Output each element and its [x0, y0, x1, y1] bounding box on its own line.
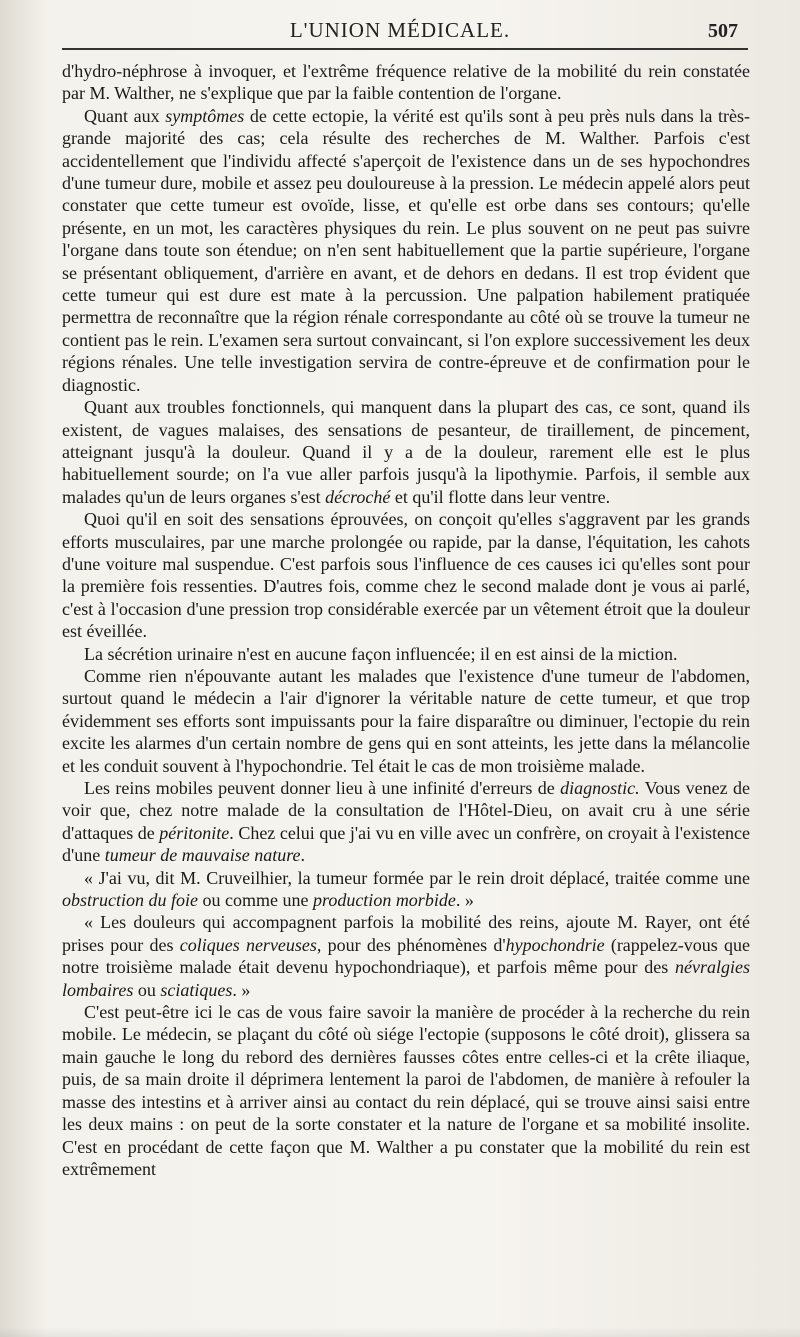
- show-through-shadow: [0, 1327, 800, 1337]
- text-run: de cette ectopie, la vérité est qu'ils sont à peu près nuls dans la très-grande majorité des cas; cela résulte des recherches de M. Walther. Parfois c'est accidentellement que l'individu affecté s'aperçoit de l'existence dans un de ses hypochondres d'une tumeur dure, mobile et assez peu douloureuse à la pression. Le médecin appelé alors peut constater que cette tumeur est ovoïde, lisse, et qu'elle est orbe dans ses contours; qu'elle présente, en un mot, les caractères physiques du rein. Le plus souvent on ne peut pas suivre l'organe dans toute son étendue; on n'en sent habituellement que la partie supérieure, l'organe se présentant obliquement, d'arrière en avant, et de dehors en dedans. Il est trop évident que cette tumeur qui est dure est mate à la percussion. Une palpation habilement pratiquée permettra de reconnaître que la région rénale correspondante au côté où se trouve la tumeur ne contient pas le rein. L'examen sera surtout convaincant, si l'on explore successivement les deux régions rénales. Une telle investigation servira de contre-épreuve et de confirmation pour le diagnostic.: [62, 105, 750, 395]
- paragraph: [62, 643, 750, 665]
- text-run: , pour des phénomènes d': [316, 934, 506, 955]
- text-run: Comme rien n'épouvante autant les malades que l'existence d'une tumeur de l'abdomen, surtout quand le médecin a l'air d'ignorer la véritable nature de cette tumeur, et que trop évidemment ses efforts sont impuissants pour la faire disparaître ou diminuer, l'ectopie du rein excite les alarmes d'un certain nombre de gens qui en sont atteints, les jette dans la mélancolie et les conduit souvent à l'hypochondrie. Tel était le cas de mon troisième malade.: [62, 665, 750, 776]
- italic-term: sciatiques: [160, 979, 233, 1000]
- text-run: La sécrétion urinaire n'est en aucune façon influencée; il en est ainsi de la miction.: [84, 643, 678, 664]
- italic-term: production morbide: [312, 890, 456, 911]
- text-run: Quant aux troubles fonctionnels, qui manquent dans la plupart des cas, ce sont, quand ils existent, de vagues malaises, des sensations de pesanteur, de tiraillement, de pincement, atteignant jusqu'à la douleur. Quand il y a de la douleur, rarement elle est le plus habituellement sourde; on l'a vue aller parfois jusqu'à la lipothymie. Parfois, il semble aux malades qu'un de leurs organes s'est: [62, 397, 750, 507]
- italic-term: décroché: [325, 486, 391, 507]
- text-run: . »: [455, 890, 474, 911]
- text-run: Vous venez de voir que, chez notre malade de la consultation de l'Hôtel-Dieu, on avait cru à une série d'attaques de: [62, 778, 750, 843]
- text-run: ou: [133, 979, 161, 1000]
- italic-term: hypochondrie: [505, 934, 605, 955]
- text-run: .: [300, 845, 306, 866]
- text-run: . Chez celui que j'ai vu en ville avec un confrère, on croyait à l'existence d'une: [62, 822, 750, 866]
- paragraph: [62, 508, 750, 642]
- paragraph: [62, 665, 750, 777]
- italic-term: coliques nerveuses: [179, 934, 317, 955]
- text-run: ou comme une: [198, 890, 313, 911]
- text-run: « Les douleurs qui accompagnent parfois la mobilité des reins, ajoute M. Rayer, ont été prises pour des: [62, 912, 750, 955]
- italic-term: diagnostic.: [560, 778, 640, 798]
- paragraph: [62, 105, 750, 396]
- page-number: 507: [708, 20, 738, 42]
- italic-term: obstruction du foie: [62, 890, 198, 911]
- paragraph: [62, 867, 750, 912]
- text-run: (rappelez-vous que notre troisième malade était devenu hypochondriaque), et parfois même pour des: [62, 934, 750, 978]
- text-run: « J'ai vu, dit M. Cruveilhier, la tumeur formée par le rein droit déplacé, traitée comme une: [84, 867, 750, 888]
- text-run: et qu'il flotte dans leur ventre.: [390, 486, 611, 507]
- italic-term: péritonite: [159, 822, 230, 843]
- paragraph: [62, 911, 750, 1001]
- header-rule: [62, 48, 748, 50]
- text-run: Quoi qu'il en soit des sensations éprouvées, on conçoit qu'elles s'aggravent par les grands efforts musculaires, par une marche prolongée ou rapide, par la danse, l'équitation, les cahots d'une voiture mal suspendue. C'est parfois sous l'influence de ces causes ici qu'elles sont pour la première fois ressenties. D'autres fois, comme chez le second malade dont je vous ai parlé, c'est à l'occasion d'une pression trop considérable exercée par un vêtement étroit que la douleur est éveillée.: [62, 509, 750, 642]
- paragraph: [62, 60, 750, 105]
- italic-term: névralgies lombaires: [62, 957, 750, 1000]
- italic-term: tumeur de mauvaise nature: [104, 845, 301, 866]
- paragraph: [62, 777, 750, 867]
- paragraph: [62, 1001, 750, 1180]
- text-run: . »: [232, 979, 251, 1000]
- text-run: Quant aux: [84, 105, 166, 126]
- text-run: d'hydro-néphrose à invoquer, et l'extrême fréquence relative de la mobilité du rein constatée par M. Walther, ne s'explique que par la faible contention de l'organe.: [62, 61, 750, 104]
- text-run: Les reins mobiles peuvent donner lieu à une infinité d'erreurs de: [84, 778, 561, 798]
- running-title: L'UNION MÉDICALE.: [289, 18, 511, 42]
- text-run: C'est peut-être ici le cas de vous faire savoir la manière de procéder à la recherche du rein mobile. Le médecin, se plaçant du côté où siége l'ectopie (supposons le côté droit), glissera sa main gauche le long du rebord des dernières fausses côtes entre celles-ci et la crête iliaque, puis, de sa main droite il déprimera lentement la paroi de l'abdomen, de manière à refouler la masse des intestins et à arriver ainsi au contact du rein déplacé, qui se trouve ainsi saisi entre les deux mains : on peut de la sorte constater et la nature de l'organe et sa mobilité insolite. C'est en procédant de cette façon que M. Walther a pu constater que la mobilité du rein est extrêmement: [62, 1002, 750, 1179]
- paragraph: [62, 396, 750, 508]
- italic-term: symptômes: [165, 105, 245, 126]
- article-body: [62, 60, 750, 1180]
- running-head: [62, 14, 738, 48]
